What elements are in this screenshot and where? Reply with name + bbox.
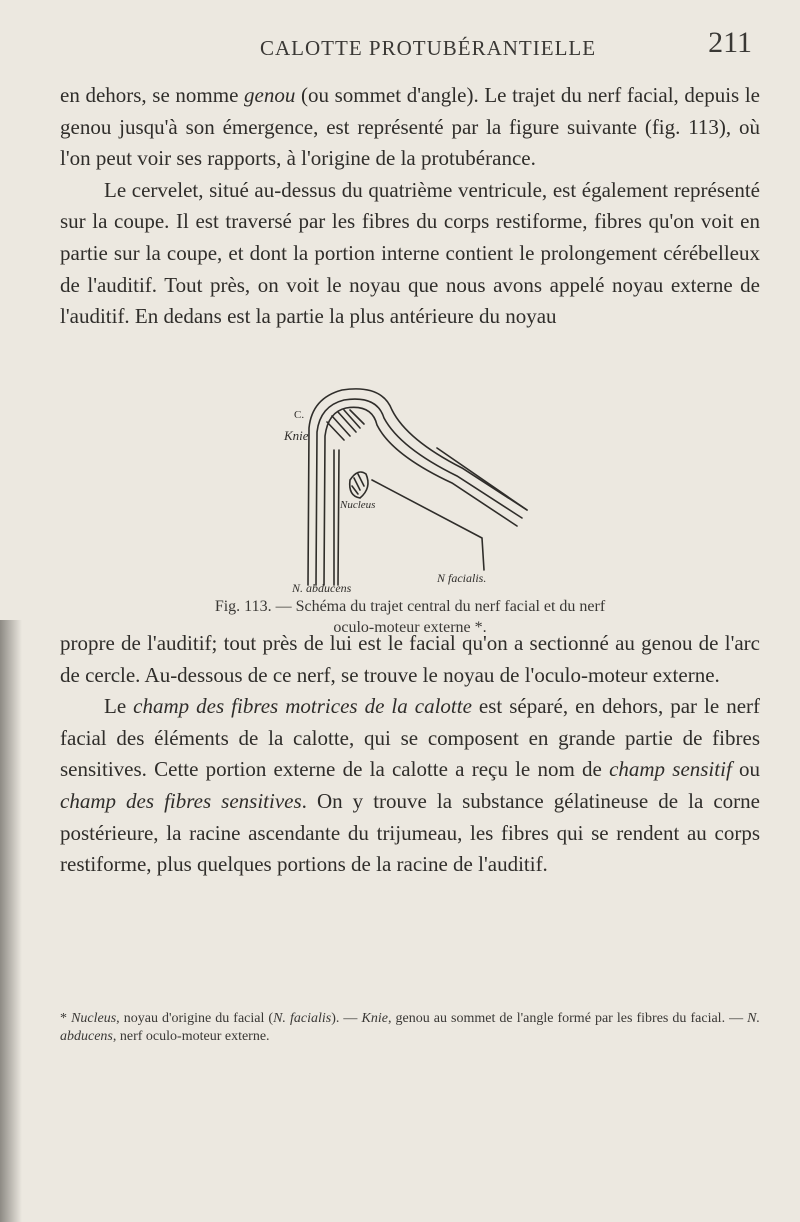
p4-text-ou: ou bbox=[731, 757, 761, 782]
label-facialis: N facialis. bbox=[437, 571, 487, 585]
p4-text-b: est séparé, en dehors, par le nerf facial des éléments de la calotte, qui se composent en grande partie de fibres sensitives. Cette portion externe de la calotte a reçu le nom de bbox=[60, 694, 761, 782]
footnote-marker: * bbox=[60, 1011, 72, 1026]
footnote-text-4: , nerf oculo-moteur externe. bbox=[112, 1029, 270, 1044]
term-genou: genou bbox=[244, 83, 296, 107]
paragraph-4 bbox=[60, 691, 760, 881]
paragraph-1-text-a: en dehors, se nomme bbox=[60, 83, 245, 107]
page-edge-shadow bbox=[0, 620, 22, 1222]
abducens-fibers bbox=[334, 450, 339, 585]
caption-line-1: Fig. 113. — Schéma du trajet central du nerf facial et du nerf bbox=[214, 598, 606, 615]
footnote-term-nucleus: Nucleus bbox=[71, 1011, 117, 1026]
label-knie: Knie bbox=[284, 428, 309, 443]
p4-text-a: Le bbox=[104, 694, 134, 719]
label-nucleus: Nucleus bbox=[340, 499, 376, 511]
term-champ-sensitif: champ sensitif bbox=[609, 757, 732, 782]
term-champ-moteur: champ des fibres motrices de la calotte bbox=[133, 694, 472, 719]
knee-hatching bbox=[327, 410, 364, 440]
footnote-term-facialis: N. facialis bbox=[273, 1011, 332, 1026]
footnote-text-2: ). — bbox=[331, 1011, 362, 1026]
footnote-term-knie: Knie bbox=[361, 1011, 388, 1026]
term-champ-fibres-sensitives: champ des fibres sensitives bbox=[60, 788, 302, 813]
paragraph-3: propre de l'auditif; tout près de lui est le facial qu'on a sectionné au genou de l'arc de cercle. Au-dessous de ce nerf, se trouve le noyau de l'oculo-moteur externe. bbox=[60, 631, 760, 687]
page-number: 211 bbox=[708, 26, 752, 59]
footnote bbox=[60, 1010, 760, 1046]
paragraph-2: Le cervelet, situé au-dessus du quatrième ventricule, est également représenté sur la coupe. Il est traversé par les fibres du corps restiforme, fibres qu'on voit en partie sur la coupe, et dont la portion interne contient le prolongement cérébelleux de l'auditif. Tout près, on voit le noyau que nous avons appelé noyau externe de l'auditif. En dedans est la partie la plus antérieure du noyau bbox=[60, 177, 760, 329]
figure-113-diagram bbox=[232, 370, 572, 605]
p4-text-c: . On y trouve la substance gélatineuse de la corne postérieure, la racine ascendante du trijumeau, les fibres qui se rendent au corps restiforme, plus quelques portions de la racine de l'auditif. bbox=[60, 788, 760, 877]
nucleus-hatching bbox=[352, 474, 364, 494]
arc-inner-line bbox=[316, 399, 522, 585]
label-c: C. bbox=[294, 409, 305, 421]
upper-diagonal-line bbox=[437, 448, 527, 510]
paragraph-1 bbox=[60, 80, 760, 175]
footnote-text-1: , noyau d'origine du facial ( bbox=[116, 1011, 274, 1026]
caption-line-2: oculo-moteur externe *. bbox=[333, 619, 487, 636]
page-header bbox=[60, 26, 760, 66]
footnote-term-abducens: N. abducens bbox=[60, 1011, 761, 1044]
footnote-text-3: , genou au sommet de l'angle formé par les fibres du facial. — bbox=[387, 1011, 748, 1026]
body-text-top bbox=[60, 80, 760, 333]
paragraph-1-text-b: (ou sommet d'angle). Le trajet du nerf facial, depuis le genou jusqu'à son émergence, est représenté par la figure suivante (fig. 113), où l'on peut voir ses rapports, à l'origine de la protubérance. bbox=[60, 83, 760, 171]
running-title: CALOTTE PROTUBÉRANTIELLE bbox=[260, 36, 597, 60]
label-abducens: N. abducens bbox=[292, 581, 352, 595]
body-text-bottom bbox=[60, 628, 760, 881]
